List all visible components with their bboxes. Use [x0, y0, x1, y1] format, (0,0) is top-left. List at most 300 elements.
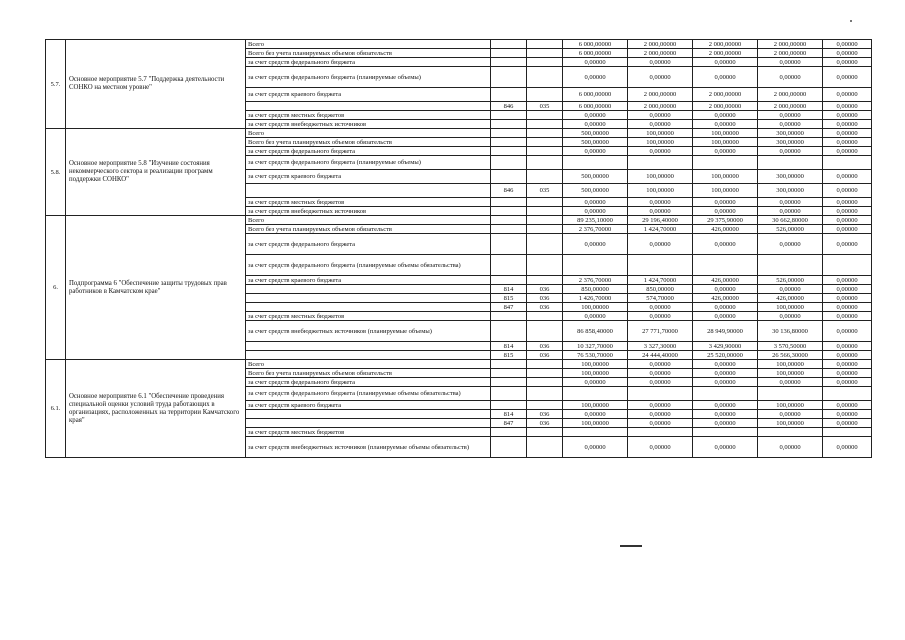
- amount-cell: 0,00000: [823, 102, 872, 111]
- section-number: 5.8.: [46, 129, 66, 216]
- target-article-code: [527, 58, 563, 67]
- amount-cell: [628, 156, 693, 170]
- grbs-code: [491, 360, 527, 369]
- amount-cell: 100,00000: [563, 419, 628, 428]
- funding-source-label: Всего: [246, 40, 491, 49]
- amount-cell: 0,00000: [693, 369, 758, 378]
- amount-cell: 25 520,00000: [693, 351, 758, 360]
- funding-source-label: Всего без учета планируемых объемов обязательств: [246, 138, 491, 147]
- amount-cell: 0,00000: [693, 419, 758, 428]
- funding-source-label: за счет средств федерального бюджета (планируемые объемы): [246, 67, 491, 88]
- amount-cell: [758, 156, 823, 170]
- funding-source-label: Всего: [246, 360, 491, 369]
- target-article-code: [527, 255, 563, 276]
- amount-cell: 0,00000: [628, 67, 693, 88]
- grbs-code: [491, 312, 527, 321]
- amount-cell: 2 000,00000: [758, 88, 823, 102]
- amount-cell: 0,00000: [693, 147, 758, 156]
- grbs-code: [491, 369, 527, 378]
- amount-cell: 2 000,00000: [758, 40, 823, 49]
- amount-cell: 0,00000: [628, 198, 693, 207]
- section-name: Основное мероприятие 6.1 "Обеспечение проведения специальной оценки условий труда работающих в организациях, расположенных на территории Камчатского края": [66, 360, 246, 458]
- amount-cell: 0,00000: [758, 198, 823, 207]
- amount-cell: 0,00000: [628, 147, 693, 156]
- amount-cell: 0,00000: [693, 401, 758, 410]
- amount-cell: [693, 428, 758, 437]
- amount-cell: 500,00000: [563, 129, 628, 138]
- amount-cell: 24 444,40000: [628, 351, 693, 360]
- amount-cell: 0,00000: [823, 198, 872, 207]
- amount-cell: 0,00000: [628, 234, 693, 255]
- grbs-code: 814: [491, 285, 527, 294]
- amount-cell: 0,00000: [693, 312, 758, 321]
- target-article-code: [527, 49, 563, 58]
- table-row: [46, 40, 872, 49]
- funding-source-label: [246, 410, 491, 419]
- amount-cell: 0,00000: [823, 120, 872, 129]
- funding-source-label: [246, 342, 491, 351]
- funding-source-label: Всего без учета планируемых объемов обязательств: [246, 225, 491, 234]
- target-article-code: [527, 129, 563, 138]
- amount-cell: 30 136,80000: [758, 321, 823, 342]
- amount-cell: 0,00000: [563, 437, 628, 458]
- amount-cell: 300,00000: [758, 138, 823, 147]
- target-article-code: [527, 428, 563, 437]
- target-article-code: [527, 437, 563, 458]
- funding-source-label: за счет средств местных бюджетов: [246, 312, 491, 321]
- amount-cell: 0,00000: [628, 360, 693, 369]
- funding-source-label: за счет средств краевого бюджета: [246, 170, 491, 184]
- amount-cell: 0,00000: [823, 184, 872, 198]
- amount-cell: 0,00000: [823, 401, 872, 410]
- amount-cell: 0,00000: [823, 147, 872, 156]
- funding-source-label: за счет средств федерального бюджета: [246, 378, 491, 387]
- amount-cell: 0,00000: [628, 378, 693, 387]
- amount-cell: [563, 428, 628, 437]
- grbs-code: [491, 321, 527, 342]
- section-name: Подпрограмма 6 "Обеспечение защиты трудовых прав работников в Камчатском крае": [66, 216, 246, 360]
- amount-cell: 0,00000: [758, 437, 823, 458]
- amount-cell: 0,00000: [563, 198, 628, 207]
- amount-cell: 850,00000: [628, 285, 693, 294]
- amount-cell: [823, 428, 872, 437]
- amount-cell: 2 376,70000: [563, 225, 628, 234]
- amount-cell: 2 376,70000: [563, 276, 628, 285]
- amount-cell: 0,00000: [823, 360, 872, 369]
- grbs-code: [491, 147, 527, 156]
- amount-cell: 100,00000: [563, 401, 628, 410]
- amount-cell: 0,00000: [823, 207, 872, 216]
- grbs-code: [491, 170, 527, 184]
- amount-cell: 0,00000: [693, 120, 758, 129]
- funding-source-label: [246, 102, 491, 111]
- funding-source-label: за счет средств краевого бюджета: [246, 88, 491, 102]
- amount-cell: [823, 387, 872, 401]
- amount-cell: [823, 156, 872, 170]
- grbs-code: 815: [491, 294, 527, 303]
- amount-cell: 0,00000: [693, 360, 758, 369]
- amount-cell: 0,00000: [628, 303, 693, 312]
- amount-cell: 526,00000: [758, 225, 823, 234]
- grbs-code: [491, 428, 527, 437]
- amount-cell: 0,00000: [563, 58, 628, 67]
- amount-cell: [563, 255, 628, 276]
- amount-cell: 0,00000: [823, 216, 872, 225]
- amount-cell: 3 327,30000: [628, 342, 693, 351]
- amount-cell: 0,00000: [563, 147, 628, 156]
- amount-cell: 0,00000: [823, 225, 872, 234]
- amount-cell: 0,00000: [628, 419, 693, 428]
- amount-cell: 0,00000: [628, 369, 693, 378]
- target-article-code: [527, 40, 563, 49]
- amount-cell: 100,00000: [758, 401, 823, 410]
- amount-cell: 0,00000: [693, 58, 758, 67]
- amount-cell: 0,00000: [758, 285, 823, 294]
- funding-source-label: за счет средств местных бюджетов: [246, 111, 491, 120]
- amount-cell: 0,00000: [823, 321, 872, 342]
- amount-cell: [628, 255, 693, 276]
- amount-cell: 0,00000: [563, 312, 628, 321]
- amount-cell: 526,00000: [758, 276, 823, 285]
- amount-cell: 1 426,70000: [563, 294, 628, 303]
- amount-cell: 1 424,70000: [628, 225, 693, 234]
- grbs-code: [491, 198, 527, 207]
- amount-cell: 0,00000: [563, 111, 628, 120]
- amount-cell: 0,00000: [758, 378, 823, 387]
- amount-cell: 0,00000: [628, 111, 693, 120]
- amount-cell: 0,00000: [823, 67, 872, 88]
- funding-source-label: за счет средств внебюджетных источников (планируемые объемы): [246, 321, 491, 342]
- amount-cell: 500,00000: [563, 170, 628, 184]
- amount-cell: 100,00000: [758, 369, 823, 378]
- amount-cell: 426,00000: [693, 294, 758, 303]
- grbs-code: [491, 88, 527, 102]
- target-article-code: [527, 321, 563, 342]
- amount-cell: 86 858,40000: [563, 321, 628, 342]
- amount-cell: 76 530,70000: [563, 351, 628, 360]
- amount-cell: 3 429,90000: [693, 342, 758, 351]
- amount-cell: 6 000,00000: [563, 88, 628, 102]
- amount-cell: 0,00000: [758, 111, 823, 120]
- amount-cell: 2 000,00000: [693, 102, 758, 111]
- funding-source-label: Всего: [246, 129, 491, 138]
- amount-cell: 27 771,70000: [628, 321, 693, 342]
- target-article-code: 036: [527, 342, 563, 351]
- budget-table: [45, 39, 872, 458]
- amount-cell: 0,00000: [823, 58, 872, 67]
- amount-cell: 2 000,00000: [628, 88, 693, 102]
- amount-cell: 0,00000: [823, 437, 872, 458]
- funding-source-label: за счет средств внебюджетных источников: [246, 120, 491, 129]
- funding-source-label: [246, 294, 491, 303]
- funding-source-label: за счет средств федерального бюджета: [246, 58, 491, 67]
- amount-cell: 100,00000: [693, 138, 758, 147]
- target-article-code: 036: [527, 294, 563, 303]
- target-article-code: 036: [527, 351, 563, 360]
- amount-cell: 28 949,90000: [693, 321, 758, 342]
- amount-cell: 0,00000: [693, 67, 758, 88]
- amount-cell: [563, 387, 628, 401]
- grbs-code: 847: [491, 419, 527, 428]
- target-article-code: 036: [527, 419, 563, 428]
- amount-cell: 2 000,00000: [628, 40, 693, 49]
- amount-cell: 0,00000: [563, 67, 628, 88]
- amount-cell: [628, 428, 693, 437]
- amount-cell: 1 424,70000: [628, 276, 693, 285]
- funding-source-label: [246, 184, 491, 198]
- amount-cell: 2 000,00000: [693, 40, 758, 49]
- grbs-code: [491, 40, 527, 49]
- target-article-code: 035: [527, 184, 563, 198]
- grbs-code: [491, 156, 527, 170]
- amount-cell: 29 375,90000: [693, 216, 758, 225]
- target-article-code: [527, 225, 563, 234]
- amount-cell: 100,00000: [758, 419, 823, 428]
- amount-cell: 0,00000: [758, 410, 823, 419]
- amount-cell: 100,00000: [693, 184, 758, 198]
- grbs-code: [491, 216, 527, 225]
- section-number: 6.1.: [46, 360, 66, 458]
- amount-cell: 100,00000: [563, 360, 628, 369]
- grbs-code: 815: [491, 351, 527, 360]
- funding-source-label: за счет средств федерального бюджета (планируемые объемы): [246, 156, 491, 170]
- amount-cell: 0,00000: [693, 378, 758, 387]
- funding-source-label: за счет средств федерального бюджета (планируемые объемы обязательства): [246, 387, 491, 401]
- amount-cell: 2 000,00000: [758, 102, 823, 111]
- amount-cell: [758, 428, 823, 437]
- amount-cell: 29 196,40000: [628, 216, 693, 225]
- amount-cell: 0,00000: [758, 58, 823, 67]
- target-article-code: [527, 198, 563, 207]
- page-end-dash: [620, 545, 642, 547]
- grbs-code: 846: [491, 102, 527, 111]
- amount-cell: 100,00000: [693, 129, 758, 138]
- amount-cell: 100,00000: [628, 138, 693, 147]
- target-article-code: 036: [527, 303, 563, 312]
- amount-cell: 0,00000: [693, 207, 758, 216]
- amount-cell: 6 000,00000: [563, 102, 628, 111]
- amount-cell: 574,70000: [628, 294, 693, 303]
- grbs-code: 847: [491, 303, 527, 312]
- amount-cell: 0,00000: [693, 437, 758, 458]
- amount-cell: 426,00000: [693, 225, 758, 234]
- amount-cell: 426,00000: [693, 276, 758, 285]
- amount-cell: 0,00000: [823, 294, 872, 303]
- grbs-code: 814: [491, 342, 527, 351]
- amount-cell: 0,00000: [693, 111, 758, 120]
- amount-cell: 2 000,00000: [758, 49, 823, 58]
- funding-source-label: за счет средств местных бюджетов: [246, 198, 491, 207]
- amount-cell: [823, 255, 872, 276]
- grbs-code: [491, 234, 527, 255]
- grbs-code: 814: [491, 410, 527, 419]
- amount-cell: 100,00000: [693, 170, 758, 184]
- amount-cell: 0,00000: [563, 120, 628, 129]
- amount-cell: 2 000,00000: [628, 49, 693, 58]
- grbs-code: [491, 276, 527, 285]
- target-article-code: [527, 234, 563, 255]
- target-article-code: [527, 147, 563, 156]
- amount-cell: 0,00000: [693, 303, 758, 312]
- amount-cell: 850,00000: [563, 285, 628, 294]
- amount-cell: [693, 255, 758, 276]
- target-article-code: 036: [527, 410, 563, 419]
- amount-cell: 300,00000: [758, 170, 823, 184]
- grbs-code: [491, 255, 527, 276]
- amount-cell: 0,00000: [628, 410, 693, 419]
- funding-source-label: за счет средств местных бюджетов: [246, 428, 491, 437]
- target-article-code: [527, 369, 563, 378]
- target-article-code: 036: [527, 285, 563, 294]
- amount-cell: 500,00000: [563, 184, 628, 198]
- amount-cell: 0,00000: [628, 312, 693, 321]
- amount-cell: 0,00000: [628, 58, 693, 67]
- funding-source-label: за счет средств внебюджетных источников (планируемые объемы обязательств): [246, 437, 491, 458]
- amount-cell: 0,00000: [823, 276, 872, 285]
- target-article-code: [527, 170, 563, 184]
- target-article-code: [527, 360, 563, 369]
- grbs-code: [491, 120, 527, 129]
- amount-cell: 500,00000: [563, 138, 628, 147]
- amount-cell: 0,00000: [823, 40, 872, 49]
- amount-cell: [693, 387, 758, 401]
- amount-cell: 0,00000: [823, 419, 872, 428]
- funding-source-label: Всего: [246, 216, 491, 225]
- amount-cell: 100,00000: [758, 303, 823, 312]
- amount-cell: 6 000,00000: [563, 40, 628, 49]
- amount-cell: 0,00000: [823, 312, 872, 321]
- funding-source-label: [246, 351, 491, 360]
- funding-source-label: за счет средств федерального бюджета (планируемые объемы обязательства): [246, 255, 491, 276]
- amount-cell: [758, 255, 823, 276]
- amount-cell: 6 000,00000: [563, 49, 628, 58]
- funding-source-label: за счет средств федерального бюджета: [246, 147, 491, 156]
- target-article-code: 035: [527, 102, 563, 111]
- target-article-code: [527, 156, 563, 170]
- target-article-code: [527, 138, 563, 147]
- amount-cell: 0,00000: [823, 88, 872, 102]
- amount-cell: 100,00000: [628, 129, 693, 138]
- amount-cell: 0,00000: [823, 111, 872, 120]
- amount-cell: 0,00000: [563, 378, 628, 387]
- amount-cell: 89 235,10000: [563, 216, 628, 225]
- amount-cell: 0,00000: [758, 67, 823, 88]
- target-article-code: [527, 216, 563, 225]
- grbs-code: [491, 207, 527, 216]
- budget-table-body: [46, 40, 872, 458]
- amount-cell: 0,00000: [758, 312, 823, 321]
- amount-cell: 2 000,00000: [628, 102, 693, 111]
- funding-source-label: [246, 419, 491, 428]
- amount-cell: 3 570,50000: [758, 342, 823, 351]
- amount-cell: 426,00000: [758, 294, 823, 303]
- amount-cell: 0,00000: [628, 401, 693, 410]
- grbs-code: [491, 138, 527, 147]
- amount-cell: 0,00000: [758, 120, 823, 129]
- amount-cell: 0,00000: [628, 207, 693, 216]
- funding-source-label: за счет средств краевого бюджета: [246, 276, 491, 285]
- grbs-code: [491, 378, 527, 387]
- amount-cell: 100,00000: [758, 360, 823, 369]
- target-article-code: [527, 88, 563, 102]
- target-article-code: [527, 207, 563, 216]
- amount-cell: 0,00000: [823, 49, 872, 58]
- grbs-code: [491, 129, 527, 138]
- grbs-code: 846: [491, 184, 527, 198]
- amount-cell: 26 566,30000: [758, 351, 823, 360]
- amount-cell: 0,00000: [758, 147, 823, 156]
- amount-cell: 0,00000: [823, 342, 872, 351]
- page-mark: [850, 20, 852, 22]
- amount-cell: 0,00000: [823, 138, 872, 147]
- amount-cell: [563, 156, 628, 170]
- amount-cell: 0,00000: [693, 285, 758, 294]
- amount-cell: 100,00000: [563, 369, 628, 378]
- amount-cell: 30 662,80000: [758, 216, 823, 225]
- funding-source-label: Всего без учета планируемых объемов обязательств: [246, 369, 491, 378]
- amount-cell: 0,00000: [563, 410, 628, 419]
- amount-cell: 0,00000: [823, 129, 872, 138]
- table-row: [46, 216, 872, 225]
- funding-source-label: [246, 303, 491, 312]
- amount-cell: 100,00000: [628, 184, 693, 198]
- amount-cell: 0,00000: [823, 378, 872, 387]
- amount-cell: 2 000,00000: [693, 49, 758, 58]
- target-article-code: [527, 312, 563, 321]
- amount-cell: 0,00000: [823, 369, 872, 378]
- amount-cell: 100,00000: [563, 303, 628, 312]
- amount-cell: 2 000,00000: [693, 88, 758, 102]
- amount-cell: 0,00000: [823, 285, 872, 294]
- amount-cell: 0,00000: [563, 207, 628, 216]
- amount-cell: 0,00000: [628, 437, 693, 458]
- amount-cell: 300,00000: [758, 129, 823, 138]
- section-number: 5.7.: [46, 40, 66, 129]
- target-article-code: [527, 401, 563, 410]
- grbs-code: [491, 437, 527, 458]
- funding-source-label: за счет средств внебюджетных источников: [246, 207, 491, 216]
- funding-source-label: за счет средств федерального бюджета: [246, 234, 491, 255]
- grbs-code: [491, 387, 527, 401]
- section-name: Основное мероприятие 5.8 "Изучение состояния некоммерческого сектора и реализации программ поддержки СОНКО": [66, 129, 246, 216]
- table-row: [46, 360, 872, 369]
- amount-cell: 0,00000: [823, 410, 872, 419]
- grbs-code: [491, 67, 527, 88]
- amount-cell: 300,00000: [758, 184, 823, 198]
- amount-cell: 100,00000: [628, 170, 693, 184]
- target-article-code: [527, 111, 563, 120]
- amount-cell: 0,00000: [628, 120, 693, 129]
- grbs-code: [491, 58, 527, 67]
- amount-cell: 0,00000: [823, 351, 872, 360]
- target-article-code: [527, 67, 563, 88]
- amount-cell: 0,00000: [693, 234, 758, 255]
- grbs-code: [491, 225, 527, 234]
- amount-cell: 0,00000: [823, 170, 872, 184]
- section-name: Основное мероприятие 5.7 "Поддержка деятельности СОНКО на местном уровне": [66, 40, 246, 129]
- grbs-code: [491, 49, 527, 58]
- amount-cell: 10 327,70000: [563, 342, 628, 351]
- target-article-code: [527, 276, 563, 285]
- funding-source-label: Всего без учета планируемых объемов обязательств: [246, 49, 491, 58]
- amount-cell: 0,00000: [823, 303, 872, 312]
- grbs-code: [491, 111, 527, 120]
- amount-cell: 0,00000: [563, 234, 628, 255]
- amount-cell: [693, 156, 758, 170]
- target-article-code: [527, 387, 563, 401]
- amount-cell: [758, 387, 823, 401]
- amount-cell: 0,00000: [693, 410, 758, 419]
